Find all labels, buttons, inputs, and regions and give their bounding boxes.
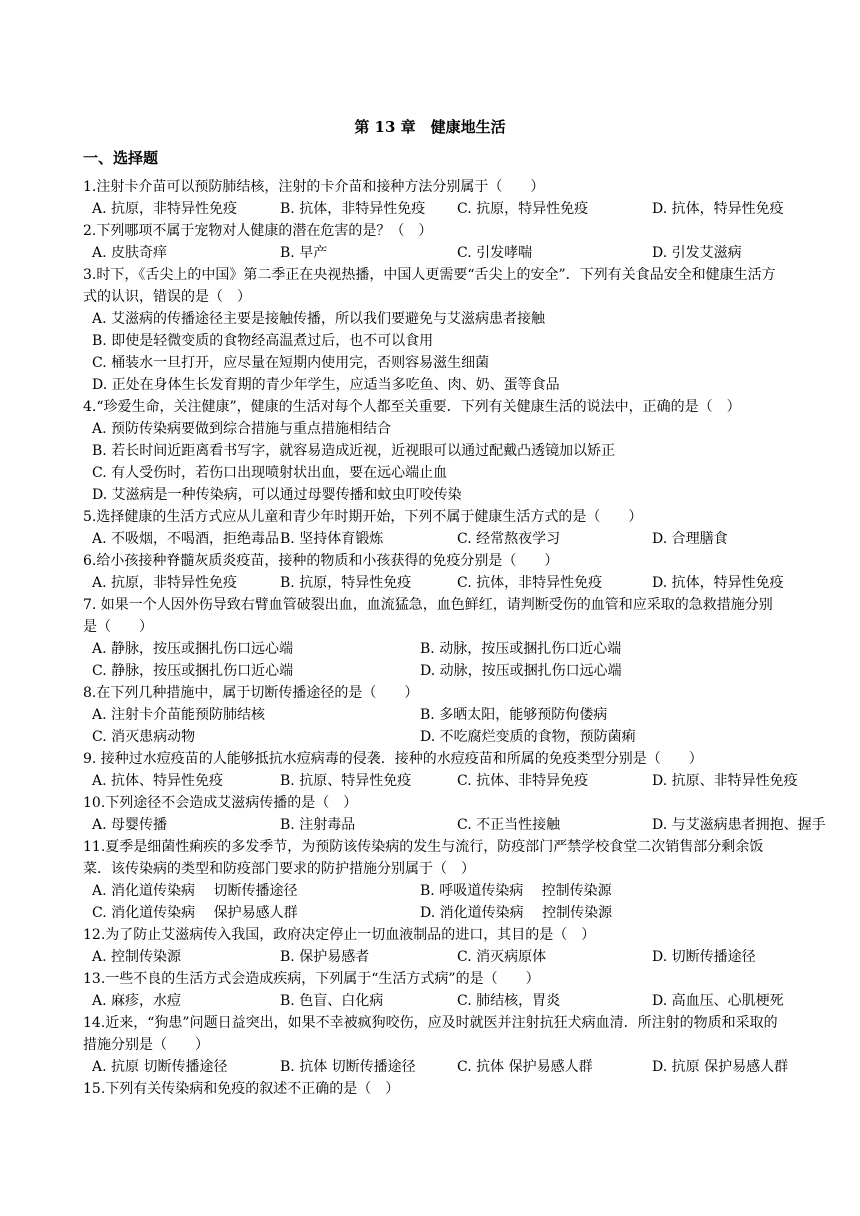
question-stem: 8.在下列几种措施中，属于切断传播途径的是（ ） — [83, 685, 419, 701]
option-text: C. 抗体，非特异性免疫 — [457, 575, 603, 591]
option-row — [92, 660, 783, 682]
option-group — [83, 990, 783, 1012]
option-row — [92, 726, 783, 748]
question-item — [83, 1012, 789, 1078]
question-list — [83, 176, 826, 1100]
option-text: B. 若长时间近距离看书写字，就容易造成近视，近视眼可以通过配戴凸透镜加以矫正 — [92, 443, 616, 459]
option-text: D. 合理膳食 — [652, 531, 728, 547]
option-text: A. 麻疹，水痘 — [92, 993, 182, 1009]
question-item — [83, 836, 783, 924]
option-text: C. 不正当性接触 — [457, 817, 561, 833]
question-stem: 12.为了防止艾滋病传入我国，政府决定停止一切血液制品的进口，其目的是（ ） — [83, 927, 596, 943]
option-text: C. 抗体、非特异免疫 — [457, 773, 589, 789]
option-text: B. 抗原，特异性免疫 — [280, 575, 412, 591]
option-text: B. 抗原、特异性免疫 — [280, 773, 412, 789]
option-text: A. 艾滋病的传播途径主要是接触传播，所以我们要避免与艾滋病患者接触 — [92, 311, 546, 327]
question-item — [83, 682, 783, 748]
option-text: B. 抗体 切断传播途径 — [280, 1059, 416, 1075]
question-item — [83, 594, 783, 682]
option-text: C. 引发哮喘 — [457, 245, 533, 261]
option-row — [92, 528, 783, 550]
question-item — [83, 550, 783, 594]
question-stem: 14.近来，“狗患”问题日益突出，如果不幸被疯狗咬伤，应及时就医并注射抗狂犬病血清．所注射的物质和采取的措施分别是（ ） — [83, 1015, 778, 1053]
option-text: C. 抗体 保护易感人群 — [457, 1059, 593, 1075]
option-text: B. 坚持体育锻炼 — [280, 531, 384, 547]
option-text: A. 静脉，按压或捆扎伤口远心端 — [92, 641, 294, 657]
option-text: D. 与艾滋病患者拥抱、握手 — [652, 817, 826, 833]
option-group — [83, 308, 783, 396]
option-row — [92, 990, 783, 1012]
question-stem: 11.夏季是细菌性痢疾的多发季节，为预防该传染病的发生与流行，防疫部门严禁学校食堂二次销售部分剩余饭菜．该传染病的类型和防疫部门要求的防护措施分别属于（ ） — [83, 839, 764, 877]
option-text: C. 有人受伤时，若伤口出现喷射状出血，要在远心端止血 — [92, 465, 448, 481]
option-text: A. 预防传染病要做到综合措施与重点措施相结合 — [92, 421, 392, 437]
option-group — [83, 418, 783, 506]
option-text: A. 注射卡介苗能预防肺结核 — [92, 707, 266, 723]
question-stem: 6.给小孩接种脊髓灰质炎疫苗，接种的物质和小孩获得的免疫分别是（ ） — [83, 553, 559, 569]
option-row — [92, 946, 783, 968]
option-text: D. 引发艾滋病 — [652, 245, 742, 261]
question-stem: 5.选择健康的生活方式应从儿童和青少年时期开始，下列不属于健康生活方式的是（ ） — [83, 509, 643, 525]
option-text: B. 早产 — [280, 245, 328, 261]
question-item — [83, 924, 783, 968]
option-group — [83, 198, 783, 220]
option-group — [83, 242, 783, 264]
option-text: C. 抗原，特异性免疫 — [457, 201, 589, 217]
option-group — [83, 1056, 789, 1078]
question-stem: 2.下列哪项不属于宠物对人健康的潜在危害的是？（ ） — [83, 223, 433, 239]
question-item — [83, 396, 783, 506]
question-stem: 15.下列有关传染病和免疫的叙述不正确的是（ ） — [83, 1081, 400, 1097]
option-text: D. 消化道传染病 控制传染源 — [420, 905, 613, 921]
option-group — [83, 946, 783, 968]
option-text: C. 经常熬夜学习 — [457, 531, 561, 547]
question-item — [83, 1078, 783, 1100]
option-text: B. 动脉，按压或捆扎伤口近心端 — [420, 641, 622, 657]
question-item — [83, 792, 826, 836]
option-text: C. 消化道传染病 保护易感人群 — [92, 905, 298, 921]
question-stem: 1.注射卡介苗可以预防肺结核，注射的卡介苗和接种方法分别属于（ ） — [83, 179, 545, 195]
option-text: D. 高血压、心肌梗死 — [652, 993, 784, 1009]
option-text: C. 桶装水一旦打开，应尽量在短期内使用完，否则容易滋生细菌 — [92, 355, 490, 371]
option-row — [92, 704, 783, 726]
option-row — [92, 814, 826, 836]
option-text: A. 控制传染源 — [92, 949, 182, 965]
option-group — [83, 880, 783, 924]
option-text: D. 抗原、非特异性免疫 — [652, 773, 798, 789]
option-text: C. 静脉，按压或捆扎伤口近心端 — [92, 663, 294, 679]
option-text: A. 抗体、特异性免疫 — [92, 773, 224, 789]
option-group — [83, 572, 783, 594]
option-row — [92, 880, 783, 902]
option-text: B. 保护易感者 — [280, 949, 370, 965]
option-text: C. 消灭病原体 — [457, 949, 547, 965]
option-text: B. 即使是轻微变质的食物经高温煮过后，也不可以食用 — [92, 333, 434, 349]
option-text: A. 皮肤奇痒 — [92, 245, 168, 261]
option-row — [92, 902, 783, 924]
option-row — [92, 770, 798, 792]
question-item — [83, 968, 783, 1012]
option-text: D. 抗原 保护易感人群 — [652, 1059, 789, 1075]
option-row — [92, 572, 783, 594]
question-item — [83, 748, 798, 792]
option-text: D. 正处在身体生长发育期的青少年学生，应适当多吃鱼、肉、奶、蛋等食品 — [92, 377, 560, 393]
option-text: A. 不吸烟，不喝酒，拒绝毒品 — [92, 531, 280, 547]
question-stem: 3.时下，《舌尖上的中国》第二季正在央视热播，中国人更需要“舌尖上的安全”．下列有关食品安全和健康生活方式的认识，错误的是（ ） — [83, 267, 776, 305]
question-item — [83, 220, 783, 264]
question-item — [83, 264, 783, 396]
section-heading: 一、选择题 — [83, 149, 159, 167]
question-stem: 7. 如果一个人因外伤导致右臂血管破裂出血，血流猛急，血色鲜红，请判断受伤的血管和应采取的急救措施分别是（ ） — [83, 597, 773, 635]
option-text: B. 色盲、白化病 — [280, 993, 384, 1009]
option-text: C. 肺结核，胃炎 — [457, 993, 561, 1009]
option-text: D. 切断传播途径 — [652, 949, 756, 965]
option-group — [83, 770, 798, 792]
option-text: A. 母婴传播 — [92, 817, 168, 833]
option-text: B. 注射毒品 — [280, 817, 356, 833]
option-group — [83, 638, 783, 682]
option-text: D. 不吃腐烂变质的食物，预防菌痢 — [420, 729, 636, 745]
option-text: B. 呼吸道传染病 控制传染源 — [420, 883, 612, 899]
option-text: A. 消化道传染病 切断传播途径 — [92, 883, 298, 899]
option-text: A. 抗原，非特异性免疫 — [92, 575, 238, 591]
option-group — [83, 704, 783, 748]
option-row — [92, 242, 783, 264]
option-text: B. 多晒太阳，能够预防佝偻病 — [420, 707, 608, 723]
option-group — [83, 528, 783, 550]
option-text: D. 动脉，按压或捆扎伤口远心端 — [420, 663, 622, 679]
option-text: A. 抗原，非特异性免疫 — [92, 201, 238, 217]
option-text: D. 艾滋病是一种传染病，可以通过母婴传播和蚊虫叮咬传染 — [92, 487, 462, 503]
question-item — [83, 176, 783, 220]
question-stem: 13.一些不良的生活方式会造成疾病，下列属于“生活方式病”的是（ ） — [83, 971, 540, 987]
question-stem: 4.“珍爱生命，关注健康”，健康的生活对每个人都至关重要．下列有关健康生活的说法中，正确的是（ ） — [83, 399, 741, 415]
option-group — [83, 814, 826, 836]
option-row — [92, 198, 783, 220]
option-row — [92, 1056, 789, 1078]
question-item — [83, 506, 783, 550]
option-text: D. 抗体，特异性免疫 — [652, 201, 784, 217]
option-text: A. 抗原 切断传播途径 — [92, 1059, 228, 1075]
option-text: C. 消灭患病动物 — [92, 729, 196, 745]
question-stem: 10.下列途径不会造成艾滋病传播的是（ ） — [83, 795, 358, 811]
option-text: B. 抗体，非特异性免疫 — [280, 201, 426, 217]
option-text: D. 抗体，特异性免疫 — [652, 575, 784, 591]
option-row — [92, 638, 783, 660]
chapter-title: 第 13 章 健康地生活 — [354, 118, 506, 136]
question-stem: 9. 接种过水痘疫苗的人能够抵抗水痘病毒的侵袭．接种的水痘疫苗和所属的免疫类型分别是（ ） — [83, 751, 703, 767]
